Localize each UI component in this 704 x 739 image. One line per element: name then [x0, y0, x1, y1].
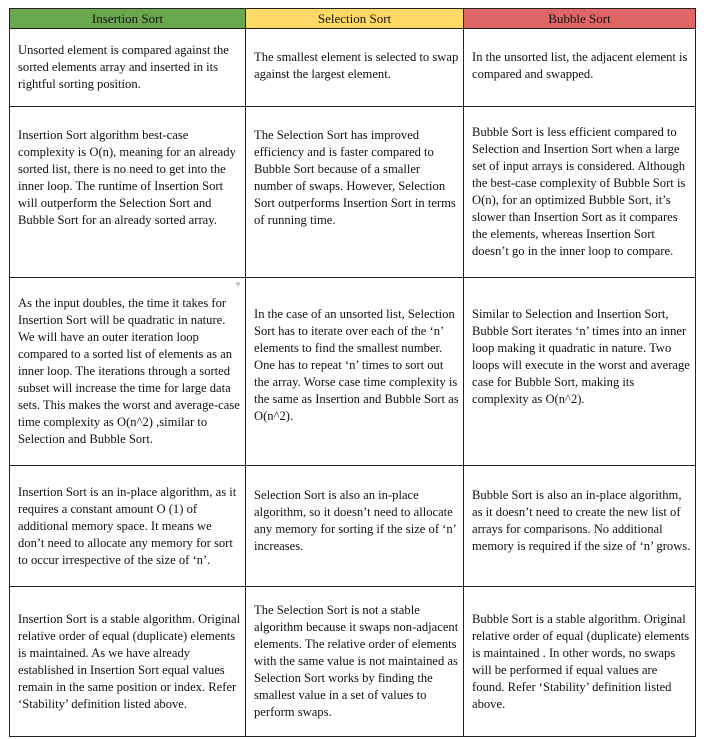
cell-text: Bubble Sort is also an in-place algorithm, as it doesn’t need to create the new list of arrays for comparisons. No additional memory is required if the size of ‘n’ grows.	[472, 488, 691, 553]
cell-text: Unsorted element is compared against the sorted elements array and inserted in its rightful sorting position.	[18, 43, 229, 91]
cell-text: Insertion Sort algorithm best-case complexity is O(n), meaning for an already sorted list, there is no need to get into the inner loop. The runtime of Insertion Sort will outperform the Selection Sort and Bubble Sort for an already sorted array.	[18, 128, 236, 227]
cell-insertion-worst-case	[10, 278, 246, 466]
header-insertion-sort: Insertion Sort	[10, 9, 246, 29]
cell-text: Selection Sort is also an in-place algorithm, so it doesn’t need to allocate any memory for sorting if the size of ‘n’ increases.	[254, 488, 456, 553]
cell-text: Bubble Sort is less efficient compared to Selection and Insertion Sort when a large set of input arrays is considered. Although the best-case complexity of Bubble Sort is O(n), for an optimized Bubble Sort, it’s slower than Insertion Sort as it compares the elements, whereas Insertion Sort doesn’t go in the inner loop to compare.	[472, 125, 686, 258]
cell-insertion-memory	[10, 466, 246, 587]
cell-selection-stability	[246, 587, 464, 737]
cell-insertion-best-case	[10, 107, 246, 278]
cell-text: The Selection Sort has improved efficiency and is faster compared to Bubble Sort because of a smaller number of swaps. However, Selection Sort outperforms Insertion Sort in terms of running time.	[254, 128, 456, 227]
cell-selection-best-case	[246, 107, 464, 278]
header-bubble-sort: Bubble Sort	[464, 9, 696, 29]
row-worst-case	[10, 278, 696, 466]
header-row	[10, 9, 696, 29]
cell-text: The smallest element is selected to swap against the largest element.	[254, 50, 459, 81]
cell-text: Insertion Sort is an in-place algorithm, as it requires a constant amount O (1) of additional memory space. It means we don’t need to allocate any memory for sort to occur irrespective of the size of ‘n’.	[18, 484, 237, 567]
cell-text: In the case of an unsorted list, Selection Sort has to iterate over each of the ‘n’ elements to find the smallest number. One has to repeat ‘n’ times to sort out the array. Worse case time complexity is the same as Insertion and Bubble Sort as O(n^2).	[254, 307, 459, 423]
cell-insertion-stability	[10, 587, 246, 737]
cell-text: Similar to Selection and Insertion Sort, Bubble Sort iterates ‘n’ times into an inner loop making it quadratic in nature. Two loops will execute in the worst and average case for Bubble Sort, making its complexity as O(n^2).	[472, 307, 690, 406]
cell-selection-mechanism	[246, 29, 464, 107]
dropdown-arrow-icon[interactable]: ▼	[234, 280, 242, 289]
cell-selection-memory	[246, 466, 464, 587]
sorting-comparison-table	[9, 8, 696, 737]
header-selection-sort: Selection Sort	[246, 9, 464, 29]
row-sorting-mechanism	[10, 29, 696, 107]
cell-text: In the unsorted list, the adjacent element is compared and swapped.	[472, 50, 688, 81]
cell-insertion-mechanism	[10, 29, 246, 107]
cell-text: Bubble Sort is a stable algorithm. Original relative order of equal (duplicate) elements is maintained . In other words, no swaps will be performed if equal values are found. Refer ‘Stability’ definition listed above.	[472, 611, 690, 711]
row-stability	[10, 587, 696, 737]
cell-text: As the input doubles, the time it takes for Insertion Sort will be quadratic in nature. We will have an outer iteration loop compared to a sorted list of elements as an inner loop. The iterations through a sorted subset will increase the time for large data sets. This makes the worst and average-case time complexity as O(n^2) ,similar to Selection and Bubble Sort.	[18, 296, 240, 446]
cell-bubble-worst-case	[464, 278, 696, 466]
cell-bubble-best-case	[464, 107, 696, 278]
cell-bubble-mechanism	[464, 29, 696, 107]
cell-selection-worst-case	[246, 278, 464, 466]
cell-bubble-memory	[464, 466, 696, 587]
row-memory	[10, 466, 696, 587]
cell-text: The Selection Sort is not a stable algorithm because it swaps non-adjacent elements. The relative order of elements with the same value is not maintained as Selection Sort works by finding the smallest value in a set of values to perform swaps.	[254, 603, 459, 719]
cell-text: Insertion Sort is a stable algorithm. Original relative order of equal (duplicate) elements is maintained. As we have already established in Insertion Sort equal values remain in the same position or index. Refer ‘Stability’ definition listed above.	[18, 611, 241, 711]
cell-bubble-stability	[464, 587, 696, 737]
row-best-case	[10, 107, 696, 278]
